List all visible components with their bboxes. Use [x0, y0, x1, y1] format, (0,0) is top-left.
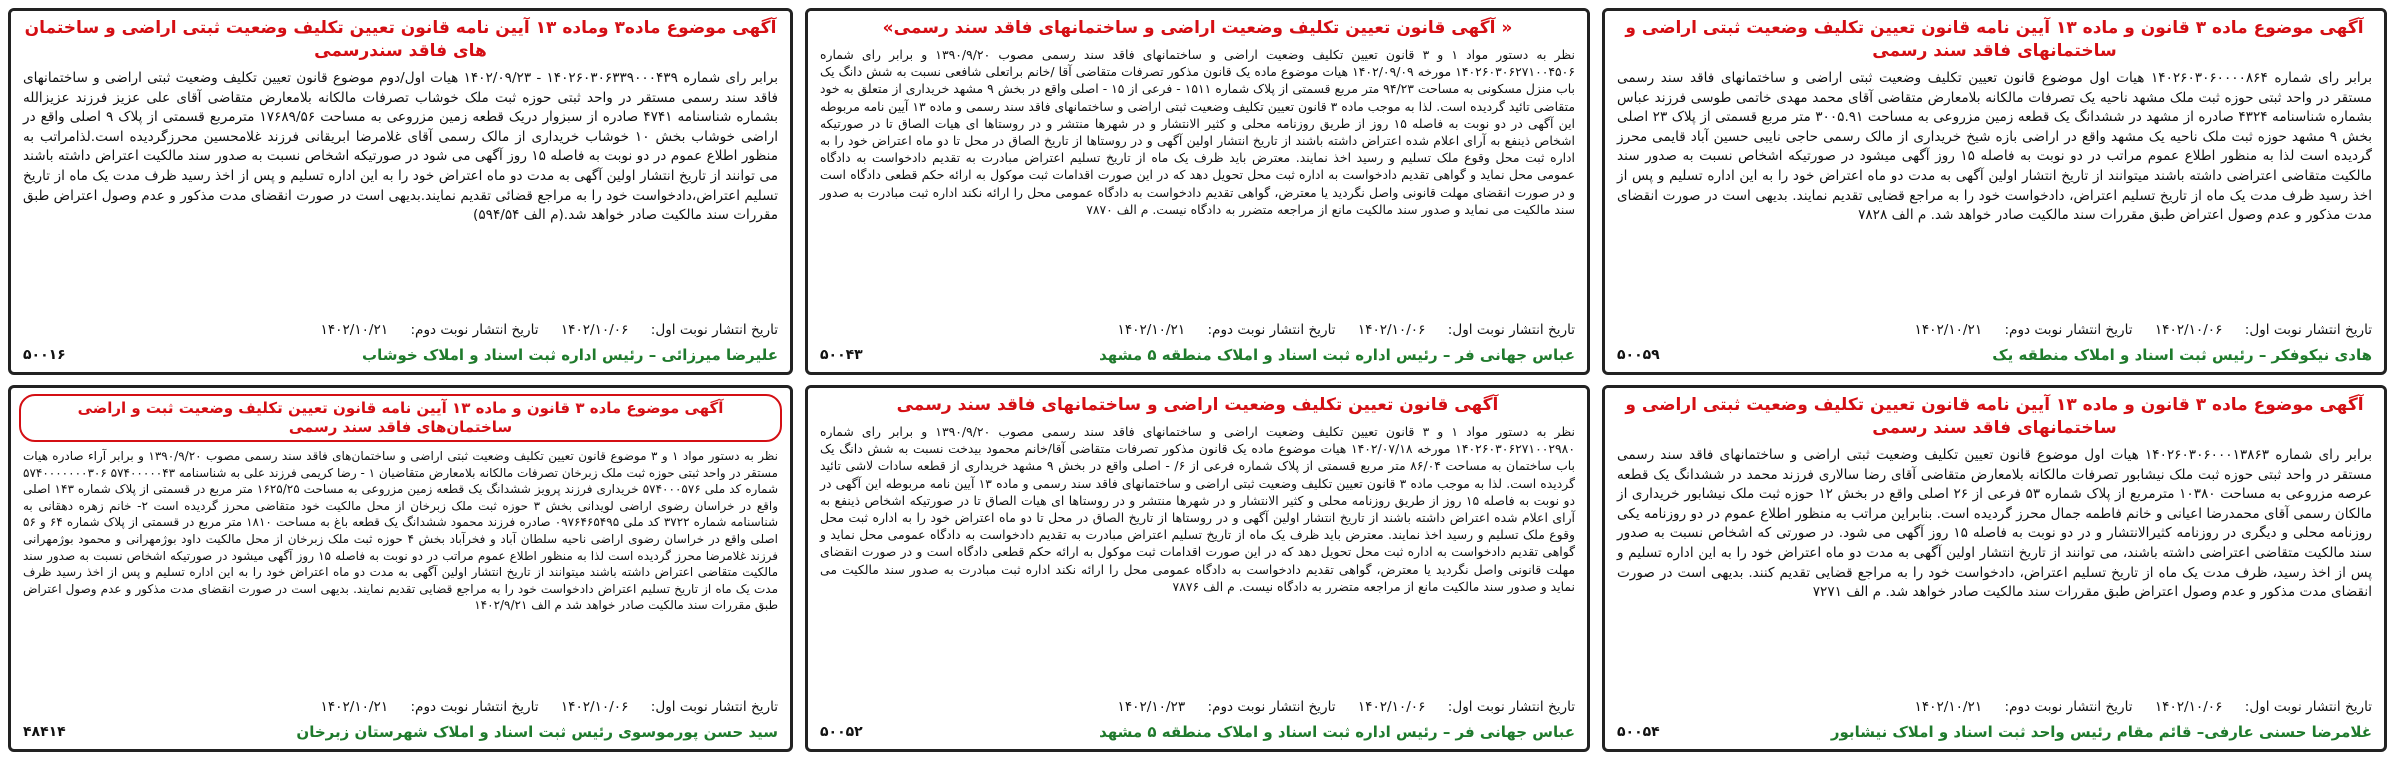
notice-code: ۵۰۰۵۲: [820, 724, 863, 740]
notice-footer: [808, 340, 1587, 372]
date1-value: ۱۴۰۲/۱۰/۰۶: [2154, 699, 2223, 715]
notice-title: « آگهی قانون تعیین تکلیف وضعیت اراضی و ساختمانهای فاقد سند رسمی»: [808, 11, 1587, 44]
date1-label: تاریخ انتشار نوبت اول:: [650, 699, 778, 715]
notice-title: آگهی موضوع ماده ۳ قانون و ماده ۱۳ آیین نامه قانون تعیین تکلیف وضعیت ثبتی اراضی و ساختمانهای فاقد سند رسمی: [1605, 388, 2384, 444]
date2-label: تاریخ انتشار نوبت دوم:: [410, 699, 539, 715]
date1-label: تاریخ انتشار نوبت اول:: [1447, 699, 1575, 715]
notice-signature: غلامرضا حسنی عارفی– قائم مقام رئیس واحد ثبت اسناد و املاک نیشابور: [1830, 723, 2372, 741]
date2-value: ۱۴۰۲/۱۰/۲۱: [320, 699, 389, 715]
notices-grid: [8, 8, 2387, 752]
notice-footer: [11, 717, 790, 749]
notice-footer: [11, 340, 790, 372]
notice-dates: [808, 698, 1587, 717]
date2-label: تاریخ انتشار نوبت دوم:: [1207, 699, 1336, 715]
notice-dates: [808, 321, 1587, 340]
notice-code: ۴۸۴۱۴: [23, 724, 66, 740]
notice-body: نظر به دستور مواد ۱ و ۳ قانون تعیین تکلیف وضعیت اراضی و ساختمانهای فاقد سند رسمی مصوب ۱۳۹۰/۹/۲۰ و برابر رای شماره ۱۴۰۲۶۰۳۰۶۲۷۱۰۰۲۹۸۰ مورخه ۱۴۰۲/۰۷/۱۸ هیات موضوع ماده یک قانون مذکور تصرفات متقاضی آقا/خانم محمود بیدخت نسبت به شش دانگ یک باب ساختمان به مساحت ۸۶/۰۴ متر مربع قسمتی از پلاک شماره فرعی از ۶/ - اصلی واقع در بخش ۹ مشهد خریداری از قطعه سادات لاشی تائید گردیده است. لذا به موجب ماده ۳ قانون تعیین تکلیف وضعیت ثبتی اراضی و ساختمانهای فاقد سند رسمی و ماده ۱۳ آیین نامه مربوطه این آگهی در دو نوبت به فاصله ۱۵ روز از طریق روزنامه محلی و کثیر الانتشار و در شهرها منتشر و در روستاها ای هیات الصاق تا در صورتیکه اشخاص ذینفع به آرای اعلام شده اعتراض داشته باشند از تاریخ انتشار اولین آگهی و در روستاها از تاریخ الصاق در محل تا دو ماه اعتراض خود را به اداره ثبت محل وقوع ملک تسلیم و رسید اخذ نمایند. معترض باید ظرف یک ماه از تاریخ تسلیم اعتراض مبادرت به تقدیم دادخواست به دادگاه عمومی محل نماید و گواهی تقدیم دادخواست به اداره ثبت محل تحویل دهد که در این صورت اقدامات ثبت موکول به ارائه حکم قطعی دادگاه است و در صورت انقضای مهلت قانونی واصل نگردید یا معترض، گواهی تقدیم دادخواست به دادگاه عمومی محل را ارائه نکند اداره ثبت مبادرت به صدور سند مالکیت می نماید و صدور سند مالکیت مانع از مراجعه متضرر به دادگاه نیست. م الف ۷۸۷۶: [820, 424, 1576, 594]
notice-code: ۵۰۰۱۶: [23, 347, 66, 363]
notice-title: آگهی موضوع ماده ۳ قانون و ماده ۱۳ آیین نامه قانون تعیین تکلیف وضعیت ثبت و اراضی ساختمان‌های فاقد سند رسمی: [19, 394, 782, 442]
notice-signature: علیرضا میرزائی – رئیس اداره ثبت اسناد و املاک خوشاب: [362, 346, 778, 364]
date2-value: ۱۴۰۲/۱۰/۲۳: [1117, 699, 1186, 715]
date2-label: تاریخ انتشار نوبت دوم:: [2004, 699, 2133, 715]
date1-label: تاریخ انتشار نوبت اول:: [2244, 699, 2372, 715]
date2-label: تاریخ انتشار نوبت دوم:: [2004, 322, 2133, 338]
notice-title: آگهی موضوع ماده ۳ قانون و ماده ۱۳ آیین نامه قانون تعیین تکلیف وضعیت ثبتی اراضی و ساختمانهای فاقد سند رسمی: [1605, 11, 2384, 67]
notice-footer: [1605, 717, 2384, 749]
date1-label: تاریخ انتشار نوبت اول:: [650, 322, 778, 338]
notice-code: ۵۰۰۵۴: [1617, 724, 1660, 740]
notice-card: [8, 8, 793, 375]
notice-body: برابر رای شماره ۱۴۰۲۶۰۳۰۶۰۰۰۱۳۸۶۳ هیات اول موضوع قانون تعیین تکلیف وضعیت ثبتی اراضی و ساختمانهای فاقد سند رسمی مستقر در واحد ثبتی حوزه ثبت ملک نیشابور تصرفات مالکانه بلامعارض متقاضی آقای رضا سالاری فرزند محمد در ششدانگ یک قطعه عرصه مزروعی به مساحت ۱۰۳۸۰ مترمربع از پلاک شماره ۵۳ فرعی از ۲۶ اصلی واقع در بخش ۱۲ حوزه ثبت ملک نیشابور خریداری از مالکان رسمی آقای محمدرضا اعیانی و خانم فاطمه جمال محرز گردیده است. بنابراین مراتب به منظور اطلاع عموم در دو روزنامه یکی روزنامه محلی و دیگری در روزنامه کثیرالانتشار و در دو نوبت به فاصله ۱۵ روز آگهی می شود. در صورتی که اشخاص نسبت به صدور سند مالکیت متقاضی اعتراضی داشته باشند، می توانند از تاریخ انتشار اولین آگهی به مدت دو ماه اعتراض خود را به این اداره تسلیم و پس از اخذ رسید، ظرف مدت یک ماه از تاریخ تسلیم اعتراض، دادخواست خود را به مراجع قضایی تقدیم کنند. بدیهی است در صورت انقضای مدت مذکور و عدم وصول اعتراض طبق مقررات سند مالکیت صادر خواهد شد. م الف ۷۲۷۱: [1617, 447, 2373, 601]
date2-value: ۱۴۰۲/۱۰/۲۱: [320, 322, 389, 338]
notice-dates: [1605, 321, 2384, 340]
date1-label: تاریخ انتشار نوبت اول:: [2244, 322, 2372, 338]
notice-card: [1602, 8, 2387, 375]
date1-label: تاریخ انتشار نوبت اول:: [1447, 322, 1575, 338]
notice-signature: هادی نیکوفکر – رئیس ثبت اسناد و املاک منطقه یک: [1992, 346, 2372, 364]
notice-code: ۵۰۰۴۳: [820, 347, 863, 363]
notice-dates: [1605, 698, 2384, 717]
date2-label: تاریخ انتشار نوبت دوم:: [1207, 322, 1336, 338]
notice-card: [805, 8, 1590, 375]
date2-value: ۱۴۰۲/۱۰/۲۱: [1914, 322, 1983, 338]
notice-body: برابر رای شماره ۱۴۰۲۶۰۳۰۶۰۰۰۰۸۶۴ هیات اول موضوع قانون تعیین تکلیف وضعیت ثبتی اراضی و ساختمانهای فاقد سند رسمی مستقر در واحد ثبتی حوزه ثبت ملک مشهد ناحیه یک تصرفات مالکانه بلامعارض متقاضی آقای محمد مهدی خاتمی طوسی فرزند عباس بشماره شناسنامه ۴۳۲۴ صادره از مشهد در ششدانگ یک قطعه زمین مزروعی به مساحت ۳۰۰۵.۹۱ متر مربع قسمتی از پلاک ۲۳ اصلی بخش ۹ مشهد حوزه ثبت ملک ناحیه یک مشهد واقع در اراضی بازه شیخ خریداری از مالک رسمی حاجی نایبی حسین آباد قایمی محرز گردیده است لذا به منظور اطلاع عموم مراتب در دو نوبت به فاصله ۱۵ روز آگهی میشود در صورتیکه اشخاص نسبت به صدور سند مالکیت متقاضی اعتراضی داشته باشند میتوانند از تاریخ انتشار اولین آگهی به مدت دو ماه اعتراض خود را به این اداره تسلیم و پس از اخذ رسید ظرف مدت یک ماه از تاریخ تسلیم اعتراض، دادخواست خود را به مراجع قضایی تقدیم نمایند. بدیهی است در صورت انقضای مدت مذکور و عدم وصول اعتراض طبق مقررات سند مالکیت صادر خواهد شد. م الف ۷۸۲۸: [1617, 70, 2372, 224]
date1-value: ۱۴۰۲/۱۰/۰۶: [560, 699, 629, 715]
date1-value: ۱۴۰۲/۱۰/۰۶: [2154, 322, 2223, 338]
notice-footer: [1605, 340, 2384, 372]
notice-body: نظر به دستور مواد ۱ و ۳ قانون تعیین تکلیف وضعیت اراضی و ساختمانهای فاقد سند رسمی مصوب ۱۳۹۰/۹/۲۰ و برابر رای شماره ۱۴۰۲۶۰۳۰۶۲۷۱۰۰۴۵۰۶ مورخه ۱۴۰۲/۰۹/۰۹ هیات موضوع ماده یک قانون مذکور تصرفات متقاضی آقا /خانم براتعلی شافعی نسبت به شش دانگ یک باب منزل مسکونی به مساحت ۹۴/۲۳ متر مربع قسمتی از پلاک شماره ۱۵۱۱ - فرعی از ۱۵ - اصلی واقع در بخش ۹ مشهد خریداری از متعلق به خود متقاضی تائید گردیده است. لذا به موجب ماده ۳ قانون تعیین تکلیف وضعیت ثبتی اراضی و ساختمانهای فاقد سند رسمی و ماده ۱۳ آیین نامه مربوطه این آگهی در دو نوبت به فاصله ۱۵ روز از طریق روزنامه محلی و کثیر الانتشار و در شهرها منتشر و در روستاها ای هیات الصاق تا در صورتیکه اشخاص ذینفع به آرای اعلام شده اعتراض داشته باشند از تاریخ انتشار اولین آگهی و در روستاها از تاریخ الصاق در محل تا دو ماه اعتراض خود را به اداره ثبت محل وقوع ملک تسلیم و رسید اخذ نمایند. معترض باید ظرف یک ماه از تاریخ تسلیم اعتراض مبادرت به تقدیم دادخواست به دادگاه عمومی محل نماید و گواهی تقدیم دادخواست به اداره ثبت محل تحویل دهد که در این صورت اقدامات ثبت موکول به ارائه حکم قطعی دادگاه است و در صورت انقضای مهلت قانونی واصل نگردید یا معترض، گواهی تقدیم دادخواست به دادگاه عمومی محل را ارائه نکند اداره ثبت مبادرت به صدور سند مالکیت می نماید و صدور سند مالکیت مانع از مراجعه متضرر به دادگاه نیست. م الف ۷۸۷۰: [820, 47, 1575, 217]
date1-value: ۱۴۰۲/۱۰/۰۶: [560, 322, 629, 338]
notice-card: [1602, 385, 2387, 752]
notice-card: [8, 385, 793, 752]
notice-signature: عباس جهانی فر – رئیس اداره ثبت اسناد و املاک منطقه ۵ مشهد: [1099, 723, 1575, 741]
notice-body: برابر رای شماره ۱۴۰۲۶۰۳۰۶۳۳۹۰۰۰۴۳۹ - ۱۴۰۲/۰۹/۲۳ هیات اول/دوم موضوع قانون تعیین تکلیف وضعیت ثبتی اراضی و ساختمانهای فاقد سند رسمی مستقر در واحد ثبتی حوزه ثبت ملک خوشاب تصرفات مالکانه بلامعارض متقاضی آقای علی عزیز فرزند عزیزالله بشماره شناسنامه ۴۷۴۱ صادره از سبزوار دریک قطعه زمین مزروعی به مساحت ۱۷۶۸۹/۵۶ مترمربع قسمتی از پلاک ۹ اصلی واقع در اراضی خوشاب بخش ۱۰ خوشاب خریداری از مالک رسمی آقای غلامرضا ابریقانی فرزند غلامحسین محرزگردیده است.لذامراتب به منظور اطلاع عموم در دو نوبت به فاصله ۱۵ روز آگهی می شود در صورتیکه اشخاص نسبت به صدور سند مالکیت اعتراض داشته باشند می توانند از تاریخ انتشار اولین آگهی به مدت دو ماه اعتراض خود را به این اداره تسلیم و پس از اخذ رسید ظرف مدت یک ماه از تاریخ تسلیم اعتراض،دادخواست خود را به مراجع قضائی تقدیم نمایند.بدیهی است در صورت انقضای مدت مذکور و عدم وصول اعتراض طبق مقررات سند مالکیت صادر خواهد شد.(م الف ۵۹۴/۵۴): [23, 70, 778, 224]
date2-value: ۱۴۰۲/۱۰/۲۱: [1117, 322, 1186, 338]
date2-value: ۱۴۰۲/۱۰/۲۱: [1914, 699, 1983, 715]
notice-footer: [808, 717, 1587, 749]
notice-body: نظر به دستور مواد ۱ و ۳ موضوع قانون تعیین تکلیف وضعیت ثبتی اراضی و ساختمان‌های فاقد سند رسمی مصوب ۱۳۹۰/۹/۲۰ و برابر آراء صادره هیات مستقر در واحد ثبتی حوزه ثبت ملک زبرخان تصرفات مالکانه بلامعارض متقاضیان ۱ - رضا کریمی فرزند علی به شناسنامه ۵۷۴۰۰۰۰۰۴۳ ۵۷۴۰۰۰۰۰۰۰۳۰۶ شماره کد ملی ۵۷۴۰۰۰۵۷۶ خریداری فرزند پرویز ششدانگ یک قطعه زمین مزروعی به مساحت ۱۶۲۵/۲۵ متر مربع در قسمتی از پلاک شماره ۱۴۳ اصلی واقع در خراسان رضوی اراضی لویدانی بخش ۳ حوزه ثبت ملک زبرخان از محل مالکیت خود متقاضی محرز گردیده است ۲- خانم زهره دهقانی به شناسنامه شماره ۳۷۲۲ کد ملی ۰۹۷۶۴۶۵۴۹۵ صادره فرزند محمود ششدانگ یک قطعه باغ به مساحت ۱۸۱۰ متر مربع در قسمتی از پلاک شماره ۶۴ و ۵۶ اصلی واقع در خراسان رضوی اراضی ناحیه سلطان آباد و فخرآباد بخش ۴ حوزه ثبت ملک زبرخان از محل مالکیت داود بوژمهرانی و محمود بوژمهرانی فرزند غلامرضا محرز گردیده است لذا به منظور اطلاع عموم مراتب در دو نوبت به فاصله ۱۵ روز آگهی میشود در صورتیکه اشخاص نسبت به صدور سند مالکیت متقاضی اعتراض داشته باشند میتوانند از تاریخ انتشار اولین آگهی به مدت دو ماه اعتراض خود را به این اداره تسلیم و پس از اخذ رسید ظرف مدت یک ماه از تاریخ تسلیم اعتراض دادخواست خود را به مراجع قضایی تقدیم نمایند. بدیهی است در صورت انقضای مدت مذکور و عدم وصول اعتراض طبق مقررات سند مالکیت صادر خواهد شد م الف ۱۴۰۲/۹/۲۱: [23, 449, 779, 613]
notice-code: ۵۰۰۵۹: [1617, 347, 1660, 363]
date1-value: ۱۴۰۲/۱۰/۰۶: [1357, 322, 1426, 338]
notice-signature: سید حسن پورموسوی رئیس ثبت اسناد و املاک شهرستان زبرخان: [296, 723, 778, 741]
notice-title: آگهی موضوع ماده۳ وماده ۱۳ آیین نامه قانون تعیین تکلیف وضعیت ثبتی اراضی و ساختمان های فاقد سندرسمی: [11, 11, 790, 67]
notice-dates: [11, 321, 790, 340]
notice-dates: [11, 698, 790, 717]
notice-signature: عباس جهانی فر – رئیس اداره ثبت اسناد و املاک منطقه ۵ مشهد: [1099, 346, 1575, 364]
date2-label: تاریخ انتشار نوبت دوم:: [410, 322, 539, 338]
notice-card: [805, 385, 1590, 752]
notice-title: آگهی قانون تعیین تکلیف وضعیت اراضی و ساختمانهای فاقد سند رسمی: [808, 388, 1587, 421]
date1-value: ۱۴۰۲/۱۰/۰۶: [1357, 699, 1426, 715]
